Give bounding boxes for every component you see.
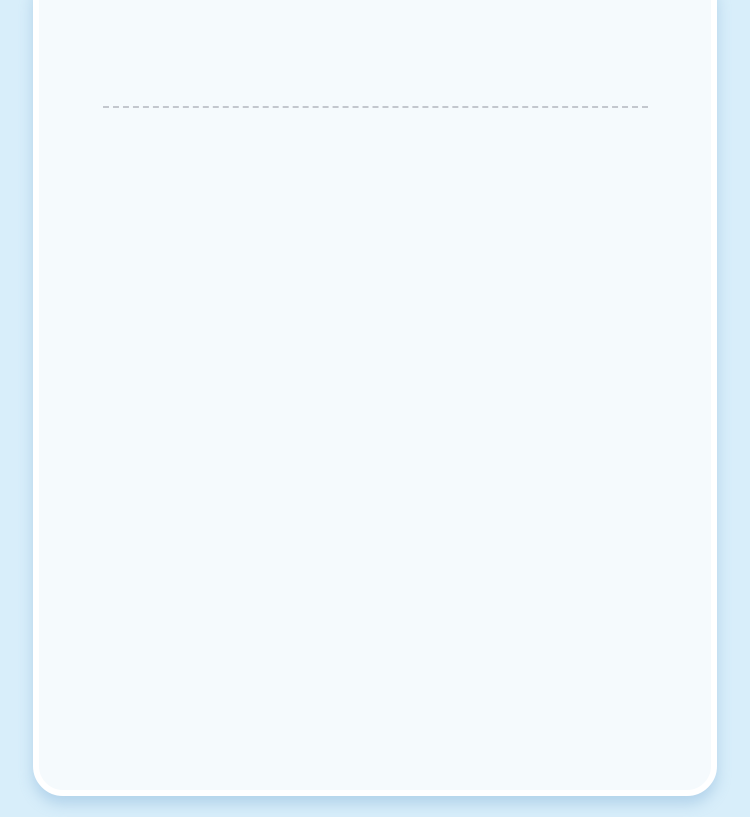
card-content: [39, 0, 711, 108]
dashed-divider: [103, 106, 648, 108]
awards-card: [33, 0, 717, 796]
page-title: [39, 32, 711, 66]
